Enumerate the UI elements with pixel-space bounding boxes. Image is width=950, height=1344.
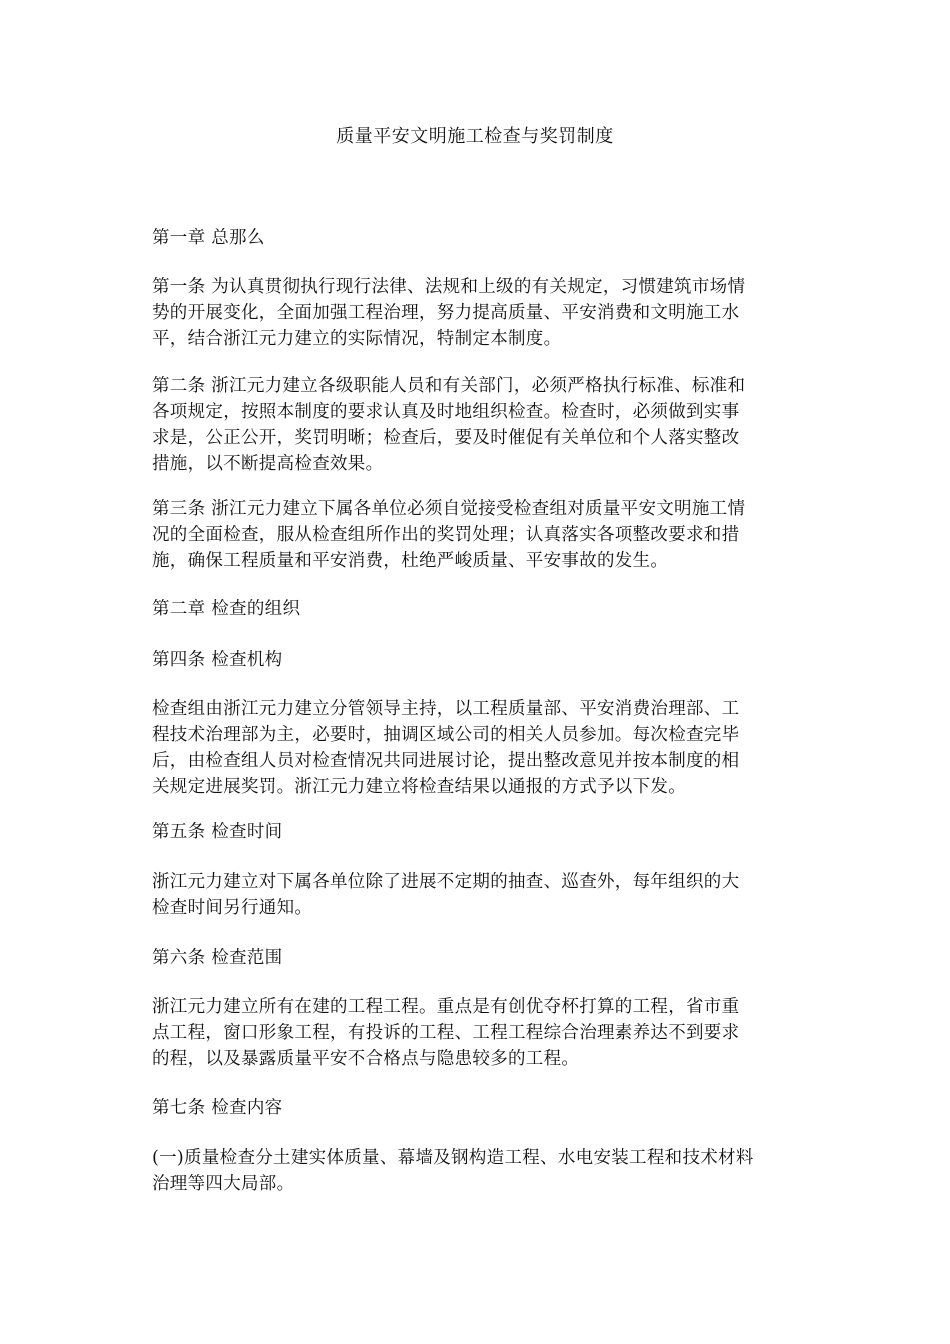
text-line: 第六条 检查范围: [152, 948, 283, 968]
text-line: 治理等四大局部。: [152, 1174, 295, 1194]
text-line: 势的开展变化，全面加强工程治理，努力提高质量、平安消费和文明施工水: [152, 303, 740, 323]
text-line: 第二章 检查的组织: [152, 599, 301, 619]
text-line: 检查时间另行通知。: [152, 898, 313, 918]
article-paragraph: [152, 373, 802, 477]
text-line: 关规定进展奖罚。浙江元力建立将检查结果以通报的方式予以下发。: [152, 777, 686, 797]
article-heading: [152, 1095, 802, 1121]
text-line: 第三条 浙江元力建立下属各单位必须自觉接受检查组对质量平安文明施工情: [152, 499, 746, 519]
text-line: 浙江元力建立对下属各单位除了进展不定期的抽查、巡查外，每年组织的大: [152, 872, 740, 892]
text-line: 第四条 检查机构: [152, 650, 283, 670]
text-line: 检查组由浙江元力建立分管领导主持，以工程质量部、平安消费治理部、工: [152, 699, 740, 719]
text-line: 求是，公正公开，奖罚明晰；检查后，要及时催促有关单位和个人落实整改: [152, 428, 740, 448]
text-line: 第二条 浙江元力建立各级职能人员和有关部门，必须严格执行标准、标准和: [152, 376, 746, 396]
chapter-heading: [152, 225, 802, 251]
article-paragraph: [152, 869, 802, 921]
text-line: 后，由检查组人员对检查情况共同进展讨论，提出整改意见并按本制度的相: [152, 751, 740, 771]
text-line: 措施，以不断提高检查效果。: [152, 454, 384, 474]
chapter-heading: [152, 596, 802, 622]
text-line: 程技术治理部为主，必要时，抽调区域公司的相关人员参加。每次检查完毕: [152, 725, 740, 745]
document-title: 质量平安文明施工检查与奖罚制度: [336, 126, 614, 147]
article-heading: [152, 819, 802, 845]
text-line: 第一章 总那么: [152, 228, 265, 248]
article-heading: [152, 647, 802, 673]
text-line: 况的全面检查，服从检查组所作出的奖罚处理；认真落实各项整改要求和措: [152, 525, 740, 545]
text-line: 施，确保工程质量和平安消费，杜绝严峻质量、平安事故的发生。: [152, 551, 669, 571]
article-paragraph: [152, 696, 802, 800]
text-line: 第一条 为认真贯彻执行现行法律、法规和上级的有关规定，习惯建筑市场情: [152, 277, 746, 297]
text-line: 第五条 检查时间: [152, 822, 283, 842]
article-paragraph: [152, 994, 802, 1072]
text-line: 各项规定，按照本制度的要求认真及时地组织检查。检查时，必须做到实事: [152, 402, 740, 422]
text-line: 浙江元力建立所有在建的工程工程。重点是有创优夺杯打算的工程，省市重: [152, 997, 740, 1017]
text-line: 第七条 检查内容: [152, 1098, 283, 1118]
article-paragraph: [152, 496, 802, 574]
text-line: (一)质量检查分土建实体质量、幕墙及钢构造工程、水电安装工程和技术材料: [152, 1148, 754, 1168]
article-paragraph: [152, 274, 802, 352]
article-paragraph: [152, 1145, 802, 1197]
text-line: 平，结合浙江元力建立的实际情况，特制定本制度。: [152, 329, 562, 349]
text-line: 的程，以及暴露质量平安不合格点与隐患较多的工程。: [152, 1049, 580, 1069]
article-heading: [152, 945, 802, 971]
text-line: 点工程，窗口形象工程，有投诉的工程、工程工程综合治理素养达不到要求: [152, 1023, 740, 1043]
